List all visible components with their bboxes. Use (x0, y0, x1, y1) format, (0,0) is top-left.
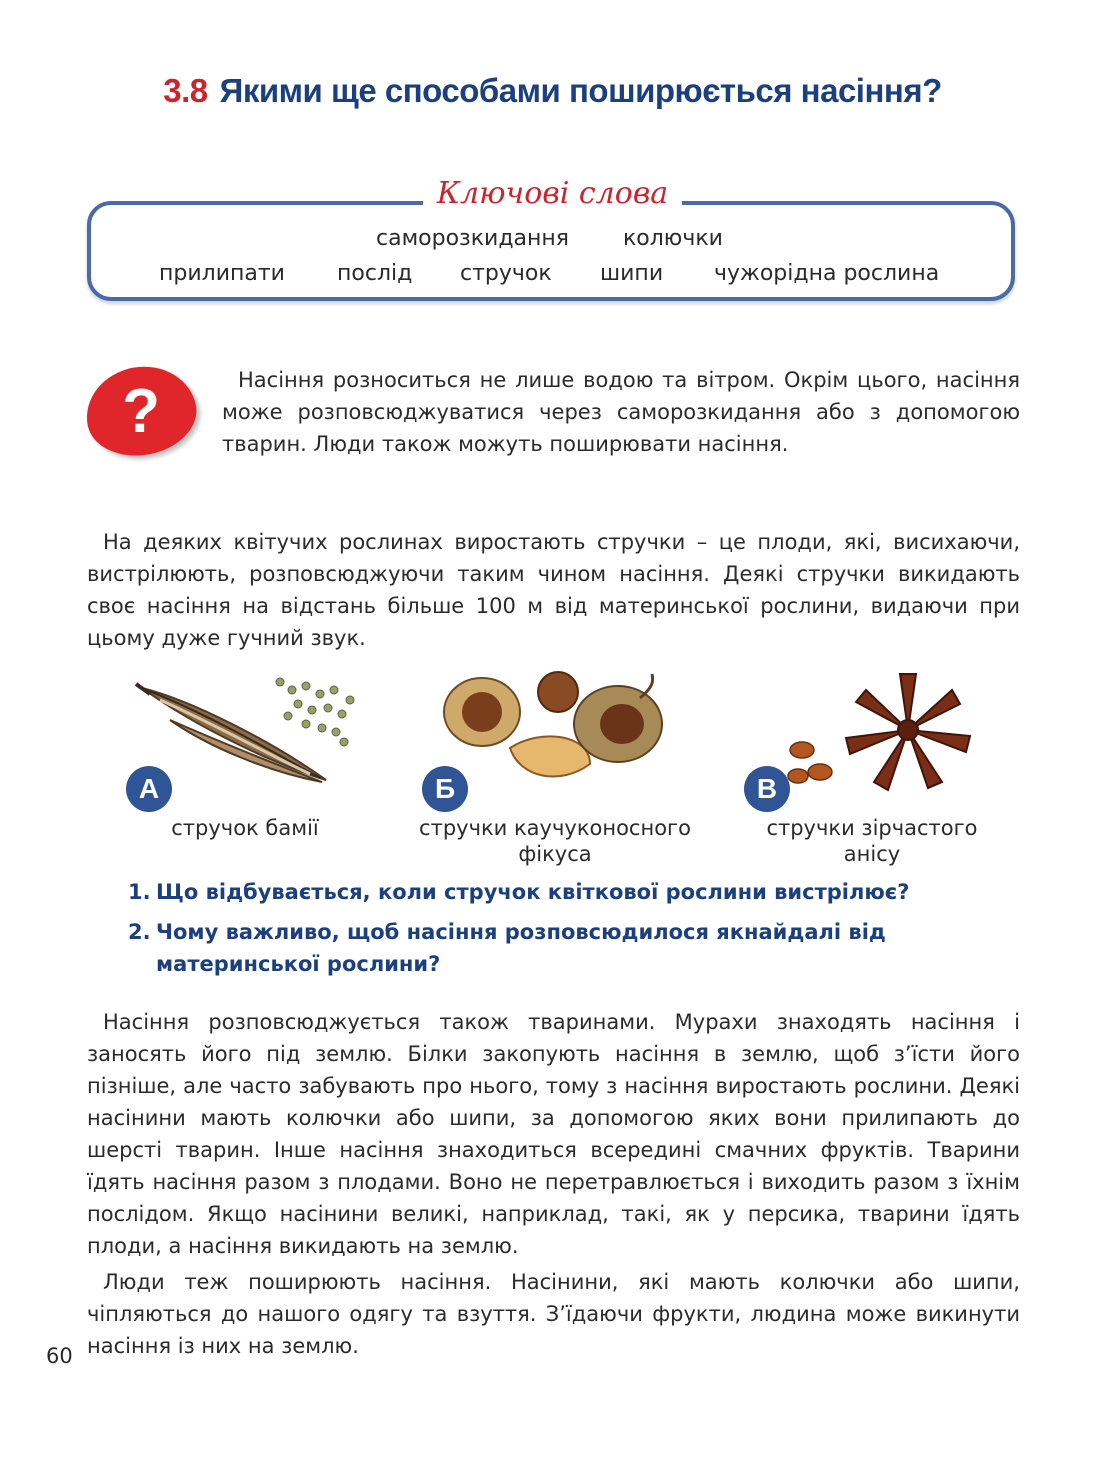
section-title: Якими ще способами поширюється насіння? (219, 72, 942, 109)
keyword: стручок (460, 261, 552, 286)
keywords-heading: Ключові слова (0, 176, 1105, 211)
rubber-fig-pods-image (440, 668, 670, 788)
section-number: 3.8 (163, 72, 208, 109)
figure-caption-b: стручки каучуконосного фікуса (419, 816, 691, 866)
figure-caption-c: стручки зірчастого анісу (766, 816, 978, 866)
keyword: послід (337, 261, 413, 286)
questions-list (128, 876, 1008, 988)
intro-paragraph: Насіння розноситься не лише водою та вітром. Окрім цього, насіння може розповсюджуватися через саморозкидання або з допомогою тварин. Люди також можуть поширювати насіння. (222, 368, 1020, 456)
page-number: 60 (46, 1344, 73, 1368)
keyword: шипи (600, 261, 664, 286)
paragraph-pods: На деяких квітучих рослинах виростають стручки – це плоди, які, висихаючи, вистрілюють, розповсюджуючи таким чином насіння. Деякі стручки викидають своє насіння на відстань більше 100 м від материнської рослини, видаючи при цьому дуже гучний звук. (87, 530, 1020, 650)
keyword: саморозкидання (376, 226, 570, 251)
figure-letter-b: Б (422, 766, 468, 812)
star-anise-image (780, 668, 990, 798)
question-item: 2. Чому важливо, щоб насіння розповсюдилося якнайдалі від материнської рослини? (128, 920, 886, 976)
figure-letter-a: А (126, 766, 172, 812)
keyword: прилипати (159, 261, 285, 286)
figure-letter-c: В (744, 766, 790, 812)
paragraph-animals: Насіння розповсюджується також тваринами. Мурахи знаходять насіння і заносять його під землю. Білки закопують насіння в землю, щоб з’їсти його пізніше, але часто забувають про нього, тому з насіння виростають рослини. Деякі насінини мають колючки або шипи, за допомогою яких вони прилипають до шерсті тварин. Інше насіння знаходиться всередині смачних фруктів. Тварини їдять насіння разом з плодами. Воно не перетравлюється і виходить разом з їхнім послідом. Якщо насінини великі, наприклад, такі, як у персика, тварини їдять плоди, а насіння викидають на землю. (87, 1010, 1020, 1258)
keyword: колючки (623, 226, 723, 251)
okra-pod-image (130, 670, 370, 790)
paragraph-people: Люди теж поширюють насіння. Насінини, які мають колючки або шипи, чіпляються до нашого одягу та взуття. З’їдаючи фрукти, людина може викинути насіння із них на землю. (87, 1270, 1020, 1358)
keyword: чужорідна рослина (714, 261, 940, 286)
figure-caption-a: стручок бамії (171, 816, 319, 840)
page-title (0, 72, 1105, 110)
question-item: 1. Що відбувається, коли стручок квіткової рослини вистрілює? (128, 880, 910, 904)
question-mark-icon: ? (122, 377, 160, 446)
keywords-box (87, 201, 1015, 301)
